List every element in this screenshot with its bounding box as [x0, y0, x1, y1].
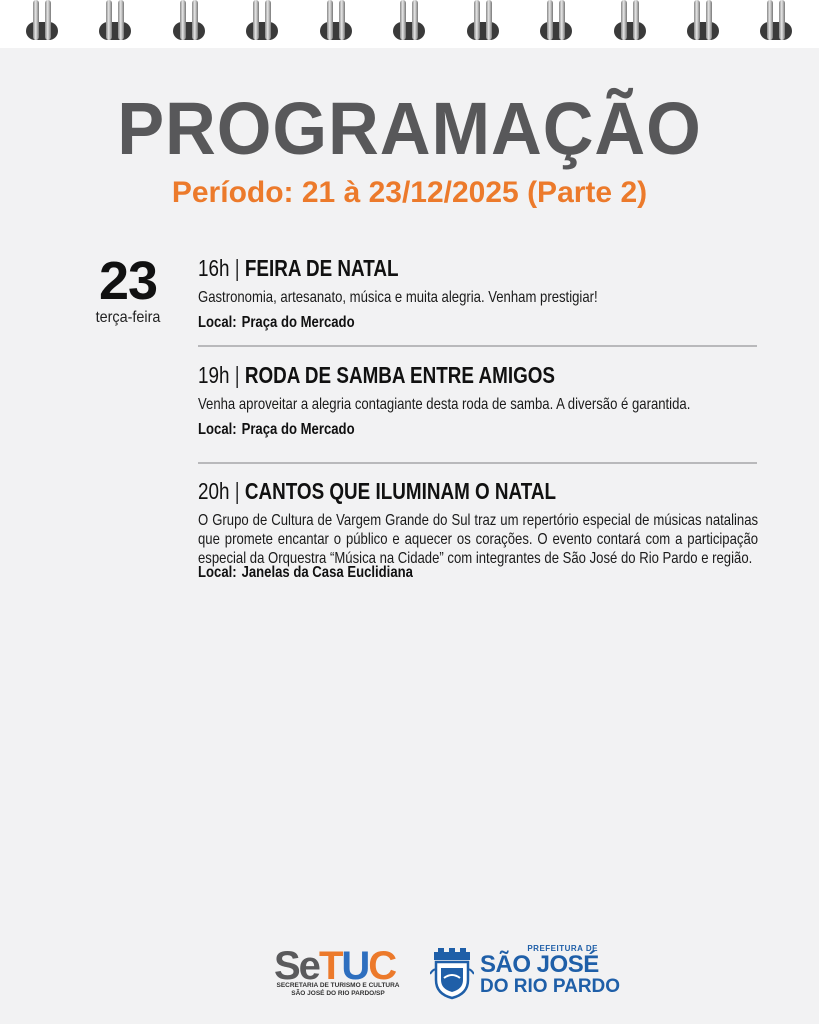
- event-time: 20h: [198, 478, 230, 504]
- date-weekday: terça-feira: [95, 309, 161, 326]
- location-place: Praça do Mercado: [241, 314, 355, 331]
- event-location: [198, 564, 657, 582]
- binding-ring: [538, 0, 574, 42]
- setuc-line1: SECRETARIA DE TURISMO E CULTURA: [276, 982, 400, 989]
- event-description: O Grupo de Cultura de Vargem Grande do Sul traz um repertório especial de músicas natalinas que promete encantar o público e aquecer os corações. O evento contará com a participação especial da Orquestra “Música na Cidade” com integrantes de São José do Rio Pardo e região.: [198, 512, 759, 567]
- event-separator: |: [234, 255, 240, 281]
- event-item: [198, 362, 758, 439]
- setuc-line2: SÃO JOSÉ DO RIO PARDO/SP: [291, 990, 385, 997]
- spiral-binding: [0, 0, 819, 48]
- city-crest-icon: [430, 948, 474, 1000]
- binding-ring: [24, 0, 60, 42]
- event-description: Gastronomia, artesanato, música e muita alegria. Venham prestigiar!: [198, 289, 598, 306]
- location-label: Local:: [198, 564, 237, 581]
- binding-ring: [685, 0, 721, 42]
- binding-ring: [758, 0, 794, 42]
- event-name: FEIRA DE NATAL: [244, 255, 399, 281]
- location-label: Local:: [198, 314, 237, 331]
- setuc-subtitle: [274, 982, 402, 998]
- setuc-se: Se: [274, 944, 319, 988]
- binding-ring: [318, 0, 354, 42]
- binding-ring: [171, 0, 207, 42]
- event-item: [198, 478, 758, 582]
- binding-ring: [391, 0, 427, 42]
- divider: [198, 345, 757, 347]
- event-location: [198, 421, 657, 439]
- date-day-number: 23: [98, 251, 158, 311]
- prefeitura-top: PREFEITURA DE: [527, 944, 598, 953]
- prefeitura-main: SÃO JOSÉ: [480, 951, 599, 978]
- prefeitura-logo: [480, 944, 621, 997]
- setuc-t: T: [318, 944, 342, 988]
- event-time: 16h: [198, 255, 230, 281]
- event-heading: [198, 255, 657, 282]
- period-subtitle: Período: 21 à 23/12/2025 (Parte 2): [171, 176, 648, 209]
- event-name: CANTOS QUE ILUMINAM O NATAL: [244, 478, 557, 504]
- event-separator: |: [234, 478, 240, 504]
- binding-ring: [465, 0, 501, 42]
- binding-ring: [97, 0, 133, 42]
- location-place: Janelas da Casa Euclidiana: [241, 564, 413, 581]
- event-heading: [198, 362, 657, 389]
- event-name: RODA DE SAMBA ENTRE AMIGOS: [244, 362, 556, 388]
- divider: [198, 462, 757, 464]
- binding-ring: [612, 0, 648, 42]
- setuc-u: U: [341, 944, 369, 988]
- event-separator: |: [234, 362, 240, 388]
- setuc-logo: [272, 944, 402, 1000]
- setuc-c: C: [368, 944, 396, 988]
- event-location: [198, 314, 657, 332]
- location-label: Local:: [198, 421, 237, 438]
- prefeitura-sub: DO RIO PARDO: [480, 976, 621, 997]
- page-title: PROGRAMAÇÃO: [117, 87, 702, 170]
- event-time: 19h: [198, 362, 230, 388]
- event-description: Venha aproveitar a alegria contagiante desta roda de samba. A diversão é garantida.: [198, 396, 691, 413]
- footer-logos: [0, 944, 819, 1004]
- event-heading: [198, 478, 657, 505]
- binding-ring: [244, 0, 280, 42]
- location-place: Praça do Mercado: [241, 421, 355, 438]
- event-item: [198, 255, 758, 332]
